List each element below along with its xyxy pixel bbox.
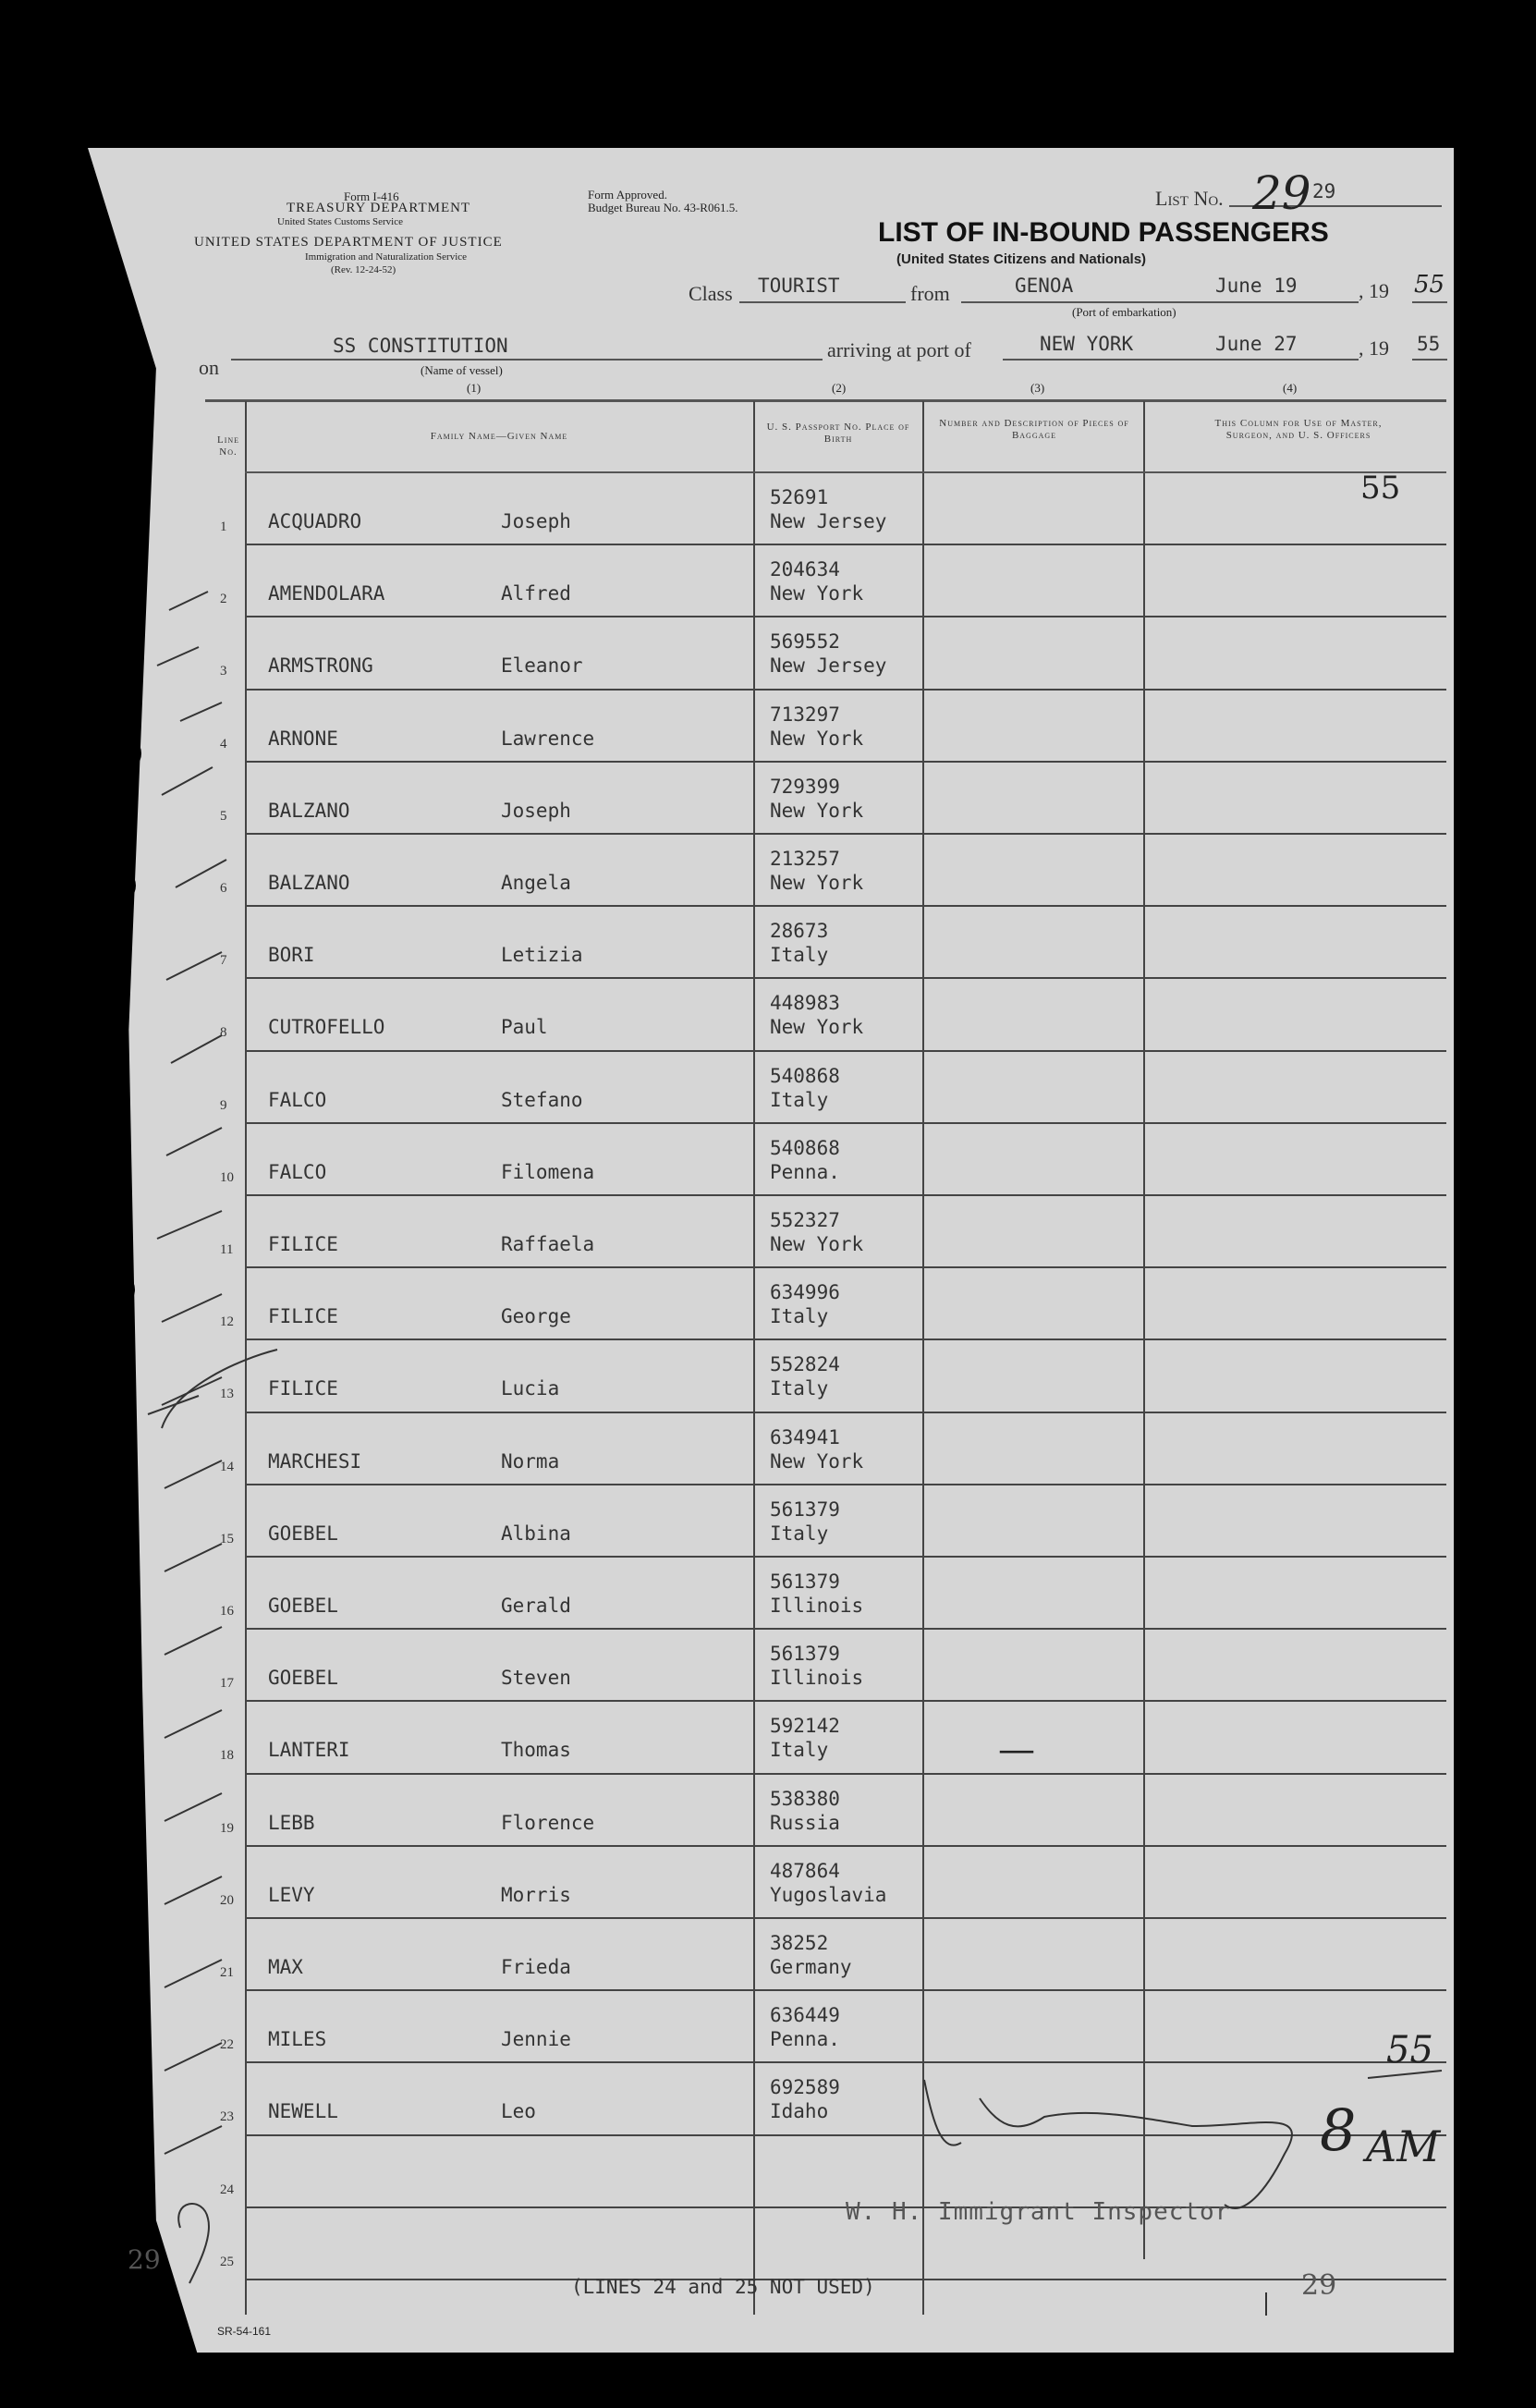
place-of-birth: New Jersey bbox=[770, 510, 887, 532]
passport-number: 540868 bbox=[770, 1064, 840, 1087]
place-of-birth: New York bbox=[770, 799, 864, 822]
family-name: BALZANO bbox=[268, 799, 350, 822]
line-number: 22 bbox=[220, 2037, 234, 2053]
list-no-label: List No. bbox=[1155, 187, 1224, 210]
place-of-birth: Illinois bbox=[770, 1595, 864, 1617]
revision-date: (Rev. 12-24-52) bbox=[331, 264, 396, 275]
column-header-bottom-border bbox=[245, 471, 1446, 473]
table-row bbox=[245, 1773, 1446, 1775]
line-number: 18 bbox=[220, 1748, 234, 1764]
top-right-count: 55 bbox=[1360, 470, 1401, 507]
punch-hole bbox=[96, 1738, 133, 1775]
depart-date: June 19 bbox=[1215, 275, 1298, 297]
column-header-baggage: Number and Description of Pieces of Baggage bbox=[939, 418, 1129, 441]
table-row bbox=[245, 1484, 1446, 1485]
arrival-year-prefix: , 19 bbox=[1359, 336, 1389, 360]
line-number: 1 bbox=[220, 519, 227, 534]
list-no-stamp: 29 bbox=[1312, 180, 1336, 202]
family-name: ARNONE bbox=[268, 727, 338, 750]
family-name: MILES bbox=[268, 2028, 327, 2051]
line-number: 8 bbox=[220, 1025, 227, 1041]
table-row bbox=[245, 1050, 1446, 1052]
given-name: Paul bbox=[501, 1016, 548, 1039]
given-name: Stefano bbox=[501, 1088, 583, 1111]
place-of-birth: Germany bbox=[770, 1956, 852, 1978]
given-name: Raffaela bbox=[501, 1233, 595, 1255]
lines-not-used-note: (LINES 24 and 25 NOT USED) bbox=[571, 2276, 875, 2298]
passport-number: 561379 bbox=[770, 1497, 840, 1521]
col2-number: (2) bbox=[832, 381, 847, 395]
from-value: GENOA bbox=[1015, 275, 1074, 297]
table-row bbox=[245, 1628, 1446, 1630]
col1-number: (1) bbox=[467, 381, 482, 395]
punch-hole bbox=[98, 1271, 135, 1308]
place-of-birth: Penna. bbox=[770, 2028, 840, 2051]
arrival-year-line bbox=[1412, 359, 1447, 361]
family-name: GOEBEL bbox=[268, 1522, 338, 1545]
family-name: LEVY bbox=[268, 1883, 315, 1906]
given-name: Filomena bbox=[501, 1160, 595, 1183]
family-name: ACQUADRO bbox=[268, 510, 362, 532]
table-top-border bbox=[205, 399, 1446, 402]
line-number: 12 bbox=[220, 1314, 234, 1330]
line-number: 15 bbox=[220, 1531, 234, 1546]
given-name: Frieda bbox=[501, 1956, 571, 1978]
passport-number: 692589 bbox=[770, 2076, 840, 2099]
vessel-line bbox=[231, 359, 823, 361]
column-header-officers: This Column for Use of Master, Surgeon, and U. S. Officers bbox=[1214, 418, 1383, 441]
col3-number: (3) bbox=[1030, 381, 1045, 395]
table-row bbox=[245, 544, 1446, 545]
line-number: 13 bbox=[220, 1387, 234, 1402]
table-row bbox=[245, 1989, 1446, 1991]
column-header-line-no: Line No. bbox=[216, 434, 240, 458]
place-of-birth: Idaho bbox=[770, 2100, 829, 2123]
arriving-label: arriving at port of bbox=[827, 338, 971, 361]
line-number: 20 bbox=[220, 1892, 234, 1908]
passport-number: 204634 bbox=[770, 558, 840, 581]
justice-dept: UNITED STATES DEPARTMENT OF JUSTICE bbox=[194, 235, 503, 250]
passport-number: 561379 bbox=[770, 1571, 840, 1593]
baggage-column-divider bbox=[1143, 401, 1145, 2259]
line-number: 21 bbox=[220, 1965, 234, 1980]
family-name: FALCO bbox=[268, 1088, 327, 1111]
given-name: Steven bbox=[501, 1667, 571, 1690]
line-number: 11 bbox=[220, 1242, 234, 1257]
page-title: LIST OF IN-BOUND PASSENGERS bbox=[878, 217, 1329, 248]
place-of-birth: New York bbox=[770, 1016, 864, 1039]
line-number: 6 bbox=[220, 881, 227, 896]
table-row bbox=[245, 1412, 1446, 1413]
family-name: BORI bbox=[268, 944, 315, 967]
given-name: Lawrence bbox=[501, 727, 595, 750]
given-name: Joseph bbox=[501, 799, 571, 822]
form-code: SR-54-161 bbox=[217, 2325, 272, 2338]
family-name: ARMSTRONG bbox=[268, 654, 373, 678]
treasury-dept: TREASURY DEPARTMENT bbox=[286, 201, 471, 215]
passport-number: 561379 bbox=[770, 1643, 840, 1666]
line-number: 19 bbox=[220, 1820, 234, 1836]
passport-number: 448983 bbox=[770, 992, 840, 1015]
family-name: FILICE bbox=[268, 1305, 338, 1328]
line-number: 5 bbox=[220, 808, 227, 824]
passport-number: 213257 bbox=[770, 848, 840, 870]
family-name: FALCO bbox=[268, 1160, 327, 1183]
vessel-name: SS CONSTITUTION bbox=[333, 335, 508, 357]
passport-number: 540868 bbox=[770, 1136, 840, 1159]
passport-number: 552327 bbox=[770, 1209, 840, 1231]
place-of-birth: New York bbox=[770, 1449, 864, 1473]
table-row bbox=[245, 1194, 1446, 1196]
punch-hole bbox=[63, 2146, 100, 2183]
family-name: GOEBEL bbox=[268, 1595, 338, 1617]
place-of-birth: Yugoslavia bbox=[770, 1883, 887, 1906]
place-of-birth: New York bbox=[770, 727, 864, 750]
class-label: Class bbox=[689, 282, 733, 305]
given-name: Joseph bbox=[501, 510, 571, 532]
class-value: TOURIST bbox=[758, 275, 840, 297]
line-number: 10 bbox=[220, 1169, 234, 1185]
family-name: MAX bbox=[268, 1956, 303, 1978]
table-row bbox=[245, 1338, 1446, 1340]
given-name: Leo bbox=[501, 2100, 536, 2123]
place-of-birth: Italy bbox=[770, 1088, 829, 1111]
table-row bbox=[245, 977, 1446, 979]
table-row bbox=[245, 761, 1446, 763]
class-line bbox=[739, 301, 906, 303]
given-name: Morris bbox=[501, 1883, 571, 1906]
given-name: George bbox=[501, 1305, 571, 1328]
arrival-port: NEW YORK bbox=[1040, 333, 1134, 355]
line-number: 2 bbox=[220, 592, 227, 607]
family-name: LANTERI bbox=[268, 1739, 350, 1762]
passport-number: 38252 bbox=[770, 1932, 829, 1954]
passport-number: 28673 bbox=[770, 920, 829, 943]
family-name: AMENDOLARA bbox=[268, 582, 385, 605]
table-row bbox=[245, 1122, 1446, 1124]
table-row bbox=[245, 616, 1446, 617]
table-row bbox=[245, 1266, 1446, 1268]
passport-number: 729399 bbox=[770, 775, 840, 798]
margin-time-minutes: 55 bbox=[1386, 2029, 1433, 2072]
table-row bbox=[245, 1917, 1446, 1919]
table-row bbox=[245, 2134, 1446, 2136]
passport-number: 538380 bbox=[770, 1787, 840, 1810]
passport-number: 636449 bbox=[770, 2004, 840, 2027]
line-number: 25 bbox=[220, 2254, 234, 2269]
place-of-birth: Italy bbox=[770, 1305, 829, 1328]
line-number: 23 bbox=[220, 2109, 234, 2125]
passport-number: 634941 bbox=[770, 1425, 840, 1448]
inspector-stamp: W. H. Immigrant Inspector bbox=[846, 2198, 1231, 2226]
table-row bbox=[245, 905, 1446, 907]
depart-year-prefix: , 19 bbox=[1359, 279, 1389, 302]
family-name: GOEBEL bbox=[268, 1667, 338, 1690]
ins-service: Immigration and Naturalization Service bbox=[305, 251, 468, 263]
given-name: Thomas bbox=[501, 1739, 571, 1762]
place-of-birth: Russia bbox=[770, 1811, 840, 1834]
table-row bbox=[245, 1700, 1446, 1702]
given-name: Alfred bbox=[501, 582, 571, 605]
page-number-left: 29 bbox=[128, 2244, 161, 2275]
form-approved: Form Approved. bbox=[588, 188, 667, 202]
line-number: 24 bbox=[220, 2182, 234, 2197]
column-header-passport: U. S. Passport No. Place of Birth bbox=[766, 422, 910, 445]
punch-hole bbox=[99, 867, 136, 904]
line-number: 9 bbox=[220, 1097, 227, 1113]
given-name: Letizia bbox=[501, 944, 583, 967]
punch-hole bbox=[92, 2265, 129, 2302]
line-number: 16 bbox=[220, 1604, 234, 1619]
place-of-birth: Italy bbox=[770, 1522, 829, 1545]
family-name: LEBB bbox=[268, 1811, 315, 1834]
place-of-birth: Penna. bbox=[770, 1160, 840, 1183]
punch-hole bbox=[97, 1607, 134, 1644]
margin-time-hour: 8 bbox=[1320, 2096, 1357, 2164]
line-number: 17 bbox=[220, 1676, 234, 1692]
list-no-value: 29 bbox=[1252, 166, 1311, 220]
given-name: Florence bbox=[501, 1811, 595, 1834]
depart-year: 55 bbox=[1414, 271, 1445, 299]
table-row bbox=[245, 689, 1446, 691]
place-of-birth: Illinois bbox=[770, 1667, 864, 1690]
table-row bbox=[245, 1845, 1446, 1847]
baggage-dash: — bbox=[998, 1729, 1035, 1771]
port-embarkation-caption: (Port of embarkation) bbox=[1072, 305, 1176, 319]
column-header-name: Family Name—Given Name bbox=[430, 431, 568, 442]
line-number: 7 bbox=[220, 953, 227, 969]
arrival-line bbox=[1003, 359, 1359, 361]
margin-time-ampm: AM bbox=[1366, 2121, 1441, 2171]
given-name: Eleanor bbox=[501, 654, 583, 678]
place-of-birth: New York bbox=[770, 1233, 864, 1255]
page-number-right: 29 bbox=[1301, 2269, 1337, 2302]
passport-number: 52691 bbox=[770, 486, 829, 508]
passport-number: 713297 bbox=[770, 703, 840, 726]
given-name: Angela bbox=[501, 872, 571, 894]
family-name: CUTROFELLO bbox=[268, 1016, 385, 1039]
from-label: from bbox=[910, 282, 950, 305]
family-name: FILICE bbox=[268, 1377, 338, 1400]
passport-number: 569552 bbox=[770, 630, 840, 654]
table-row bbox=[245, 2061, 1446, 2063]
family-name: FILICE bbox=[268, 1233, 338, 1255]
place-of-birth: New York bbox=[770, 582, 864, 605]
table-row bbox=[245, 1556, 1446, 1558]
place-of-birth: New Jersey bbox=[770, 654, 887, 678]
passport-number: 487864 bbox=[770, 1859, 840, 1882]
vessel-caption: (Name of vessel) bbox=[421, 363, 503, 377]
table-row bbox=[245, 833, 1446, 835]
place-of-birth: Italy bbox=[770, 1739, 829, 1762]
given-name: Albina bbox=[501, 1522, 571, 1545]
from-line bbox=[961, 301, 1359, 303]
line-number: 4 bbox=[220, 736, 227, 752]
arrival-date: June 27 bbox=[1215, 333, 1298, 355]
depart-year-line bbox=[1412, 301, 1447, 303]
line-number: 14 bbox=[220, 1459, 234, 1474]
arrival-year: 55 bbox=[1417, 333, 1441, 355]
line-number: 3 bbox=[220, 664, 227, 679]
place-of-birth: Italy bbox=[770, 944, 829, 967]
passport-number: 552824 bbox=[770, 1353, 840, 1376]
col4-number: (4) bbox=[1283, 381, 1298, 395]
punch-hole bbox=[104, 735, 141, 772]
place-of-birth: New York bbox=[770, 872, 864, 894]
on-label: on bbox=[199, 356, 219, 379]
family-name: NEWELL bbox=[268, 2100, 338, 2123]
given-name: Lucia bbox=[501, 1377, 560, 1400]
passport-number: 592142 bbox=[770, 1715, 840, 1738]
customs-service: United States Customs Service bbox=[277, 216, 403, 227]
place-of-birth: Italy bbox=[770, 1377, 829, 1400]
passport-number: 634996 bbox=[770, 1281, 840, 1304]
page-subtitle: (United States Citizens and Nationals) bbox=[896, 251, 1147, 267]
family-name: MARCHESI bbox=[268, 1449, 362, 1473]
form-number: Form I-416 bbox=[344, 189, 399, 203]
family-name: BALZANO bbox=[268, 872, 350, 894]
given-name: Norma bbox=[501, 1449, 560, 1473]
given-name: Gerald bbox=[501, 1595, 571, 1617]
given-name: Jennie bbox=[501, 2028, 571, 2051]
budget-bureau: Budget Bureau No. 43-R061.5. bbox=[588, 201, 738, 214]
